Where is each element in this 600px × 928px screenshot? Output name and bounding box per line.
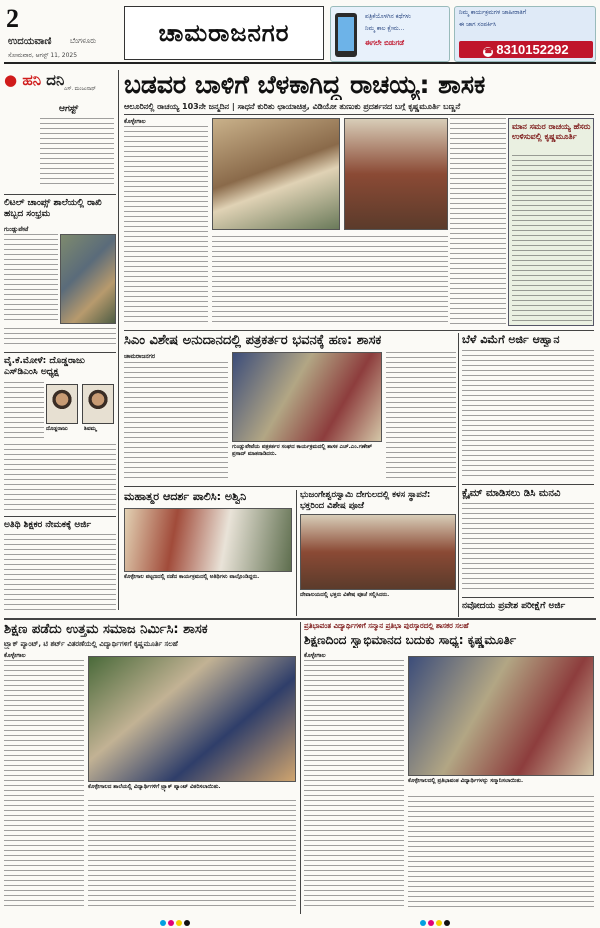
story-body [88, 800, 296, 910]
poem-title: ಆಗಸ್ಟ್ [59, 104, 79, 114]
rule [4, 618, 596, 620]
rule [124, 114, 594, 115]
story-body [304, 660, 404, 910]
page-number: 2 [6, 4, 19, 33]
portrait-photo [46, 384, 78, 424]
lead-subheadline: ಆಲೂರಿನಲ್ಲಿ ರಾಚಯ್ಯ 103ನೇ ಜನ್ಮದಿನ | ಸಾಧನೆ ಕುರಿತು ಛಾಯಾಚಿತ್ರ, ವಿಡಿಯೋ ತುಣುಕು ಪ್ರದರ್ಶನದ ಬಗ್ಗೆ ಕೃಷ್ಣಮೂರ್ತಿ ಬಣ್ಣನೆ [124, 102, 461, 111]
column-rule [300, 622, 301, 914]
story-photo [300, 514, 456, 590]
story-photo [232, 352, 382, 442]
story-body [4, 234, 58, 324]
sidebar-box [508, 118, 594, 326]
rule [124, 330, 594, 331]
story-byline: ಕೊಳ್ಳೇಗಾಲ [124, 118, 146, 125]
story-body [386, 352, 456, 482]
story-headline: ಲಿಟಲ್ ಚಾಂಪ್ಸ್ ಶಾಲೆಯಲ್ಲಿ ರಾಖಿ ಹಬ್ಬದ ಸಂಭ್ರಮ [4, 198, 102, 219]
advert-line: ಈ ಜಾಗ ಸಂಪರ್ಕಿಸಿ [459, 21, 497, 28]
brand-author: ಎಸ್. ಮಂಜುನಾಥ್ [64, 86, 96, 92]
story-byline: ಗುಂಡ್ಲುಪೇಟೆ [4, 226, 29, 233]
story-body [124, 362, 228, 482]
story-body [4, 382, 44, 442]
story-body [124, 126, 208, 326]
poem-text [40, 118, 114, 188]
black-mark [444, 920, 450, 926]
print-registration-marks [160, 920, 190, 926]
phone-icon [335, 13, 357, 57]
story-photo [124, 508, 292, 572]
story-headline: ಅತಿಥಿ ಶಿಕ್ಷಕರ ನೇಮಕಕ್ಕೆ ಅರ್ಜಿ [4, 520, 92, 530]
story-body [4, 660, 84, 910]
magenta-mark [168, 920, 174, 926]
story-photo [60, 234, 116, 324]
portrait-caption: ದೊಡ್ಡರಾಜು [46, 426, 68, 432]
lead-headline: ಬಡವರ ಬಾಳಿಗೆ ಬೆಳಕಾಗಿದ್ದ ರಾಚಯ್ಯ: ಶಾಸಕ [124, 70, 486, 99]
column-brand [4, 70, 116, 100]
yellow-mark [436, 920, 442, 926]
story-body [4, 534, 116, 610]
cyan-mark [160, 920, 166, 926]
phone-icon: ☎ [483, 48, 493, 55]
left-column [4, 70, 116, 610]
masthead [4, 4, 596, 64]
column-rule [296, 490, 297, 616]
story-headline: ಶಿಕ್ಷಣ ಪಡೆದು ಉತ್ತಮ ಸಮಾಜ ನಿರ್ಮಿಸಿ: ಶಾಸಕ [4, 622, 208, 637]
story-photo [88, 656, 296, 782]
cyan-mark [420, 920, 426, 926]
advert-line: ಪತ್ರಿಕೆಯೊಳಗಿನ ಕಥೆಗಳು [365, 13, 411, 20]
story-headline: ವೈ.ಕೆ.ಮೋಳೆ: ದೊಡ್ಡರಾಜು ಎಸ್‌ಡಿಎಂಸಿ ಅಧ್ಯಕ್ಷ [4, 356, 85, 377]
portrait-caption: ಶಿವಮ್ಮ [84, 426, 97, 432]
edition-city: ಬೆಂಗಳೂರು [70, 37, 97, 45]
advert-phone-text: 8310152292 [496, 42, 569, 57]
story-headline: ಕ್ಲೈಮ್ ಮಾಡಿಸಲು ಡಿಸಿ ಮನವಿ [462, 488, 561, 499]
lead-photo [344, 118, 448, 230]
magenta-mark [428, 920, 434, 926]
story-headline: ಬೆಳೆ ವಿಮೆಗೆ ಅರ್ಜಿ ಆಹ್ವಾನ [462, 333, 560, 346]
photo-caption: ಕೊಳ್ಳೇಗಾಲ ಪಟ್ಟಣದಲ್ಲಿ ನಡೆದ ಕಾರ್ಯಕ್ರಮದಲ್ಲಿ ಅತಿಥಿಗಳು ಪಾಲ್ಗೊಂಡಿದ್ದರು. [124, 574, 260, 580]
story-body [462, 350, 594, 480]
brand-logo: ● ಹನಿ ದನಿ [4, 71, 65, 89]
black-mark [184, 920, 190, 926]
column-rule [118, 70, 119, 610]
advert-line: ನಿಮ್ಮ ಕಾರ್ಯಕ್ರಮಗಳ ಜಾಹೀರಾತಿಗೆ [459, 9, 527, 16]
story-body [462, 503, 594, 593]
story-headline: ಮಹಾತ್ಮರ ಆದರ್ಶ ಪಾಲಿಸಿ: ಅಶ್ವಿನಿ [124, 490, 247, 503]
story-subheadline: ಟ್ರ್ಯಾಕ್ ಪ್ಯಾಂಟ್, ಟಿ ಶರ್ಟ್ ವಿತರಣೆಯಲ್ಲಿ ವಿದ್ಯಾರ್ಥಿಗಳಿಗೆ ಕೃಷ್ಣಮೂರ್ತಿ ಸಲಹೆ [4, 640, 178, 648]
advert-contact [454, 6, 596, 62]
paper-name: ಉದಯವಾಣಿ [8, 36, 52, 47]
brand-word-b: ದನಿ [46, 71, 65, 89]
story-headline: ಸಿಎಂ ವಿಶೇಷ ಅನುದಾನದಲ್ಲಿ ಪತ್ರಕರ್ತರ ಭವನಕ್ಕೆ ಹಣ: ಶಾಸಕ [124, 333, 382, 348]
rule [4, 516, 116, 517]
photo-caption: ಕೊಳ್ಳೇಗಾಲದಲ್ಲಿ ಪ್ರತಿಭಾವಂತ ವಿದ್ಯಾರ್ಥಿಗಳನ್ನು ಸನ್ಮಾನಿಸಲಾಯಿತು. [408, 778, 524, 784]
photo-caption: ಗುಂಡ್ಲುಪೇಟೆಯ ಪತ್ರಕರ್ತರ ಸಂಘದ ಕಾರ್ಯಕ್ರಮದಲ್ಲಿ ಶಾಸಕ ಎಚ್.ಎಂ.ಗಣೇಶ್ ಪ್ರಸಾದ್ ಮಾತನಾಡಿದರು. [232, 444, 373, 457]
portrait-photo [82, 384, 114, 424]
issue-date: ಸೋಮವಾರ, ಆಗಸ್ಟ್ 11, 2025 [8, 52, 78, 59]
story-headline: ಭುಜಂಗೇಶ್ವರಸ್ವಾಮಿ ದೇಗುಲದಲ್ಲಿ ಕಳಸ ಸ್ಥಾಪನೆ: ಭಕ್ತರಿಂದ ವಿಶೇಷ ಪೂಜೆ [300, 490, 431, 511]
story-byline: ಚಾಮರಾಜನಗರ [124, 353, 156, 360]
advert-highlight: ಈಗಲೇ ಬಿಡುಗಡೆ [365, 39, 405, 47]
photo-caption: ದೇವಾಲಯದಲ್ಲಿ ಭಕ್ತರು ವಿಶೇಷ ಪೂಜೆ ಸಲ್ಲಿಸಿದರು. [300, 592, 390, 598]
column-rule [458, 333, 459, 617]
lead-photo [212, 118, 340, 230]
advert-phone-number [459, 41, 593, 58]
story-kicker: ಪ್ರತಿಭಾವಂತ ವಿದ್ಯಾರ್ಥಿಗಳಿಗೆ ಸನ್ಮಾನ ಪ್ರತಿಭಾ ಪುರಸ್ಕಾರದಲ್ಲಿ ಶಾಸಕರ ಸಲಹೆ [304, 622, 469, 630]
story-body [4, 444, 116, 512]
yellow-mark [176, 920, 182, 926]
story-byline: ಕೊಳ್ಳೇಗಾಲ [4, 652, 26, 659]
rule [462, 484, 594, 485]
sidebar-body [512, 155, 592, 323]
story-body [450, 118, 506, 326]
print-registration-marks [420, 920, 450, 926]
sidebar-headline: ಮಾನ ಸಮರ ರಾಚಯ್ಯ ಹೆಸರು ಉಳಿಸುವಲ್ಲಿ ಕೃಷ್ಣಮೂರ್ತಿ [512, 122, 591, 141]
rule [4, 194, 116, 195]
photo-caption: ಕೊಳ್ಳೇಗಾಲದ ಶಾಲೆಯಲ್ಲಿ ವಿದ್ಯಾರ್ಥಿಗಳಿಗೆ ಟ್ರ್ಯಾಕ್ ಪ್ಯಾಂಟ್ ವಿತರಿಸಲಾಯಿತು. [88, 784, 221, 790]
rule [124, 486, 456, 487]
story-body [408, 796, 594, 910]
section-title: ಚಾಮರಾಜನಗರ [124, 6, 324, 60]
story-body [4, 328, 116, 348]
story-body [212, 236, 448, 326]
story-photo [408, 656, 594, 776]
story-byline: ಕೊಳ್ಳೇಗಾಲ [304, 652, 326, 659]
rule [462, 597, 594, 598]
rule [4, 352, 116, 353]
story-headline: ನವೋದಯ ಪ್ರವೇಶ ಪರೀಕ್ಷೆಗೆ ಅರ್ಜಿ [462, 601, 566, 611]
story-headline: ಶಿಕ್ಷಣದಿಂದ ಸ್ವಾಭಿಮಾನದ ಬದುಕು ಸಾಧ್ಯ: ಕೃಷ್ಣಮೂರ್ತಿ [304, 633, 517, 647]
advert-line: ನಿಮ್ಮ ಕಾಲ ಕ್ಷೇಮ... [365, 25, 405, 32]
brand-word-a: ಹನಿ [22, 71, 42, 89]
advert-phone [330, 6, 450, 62]
